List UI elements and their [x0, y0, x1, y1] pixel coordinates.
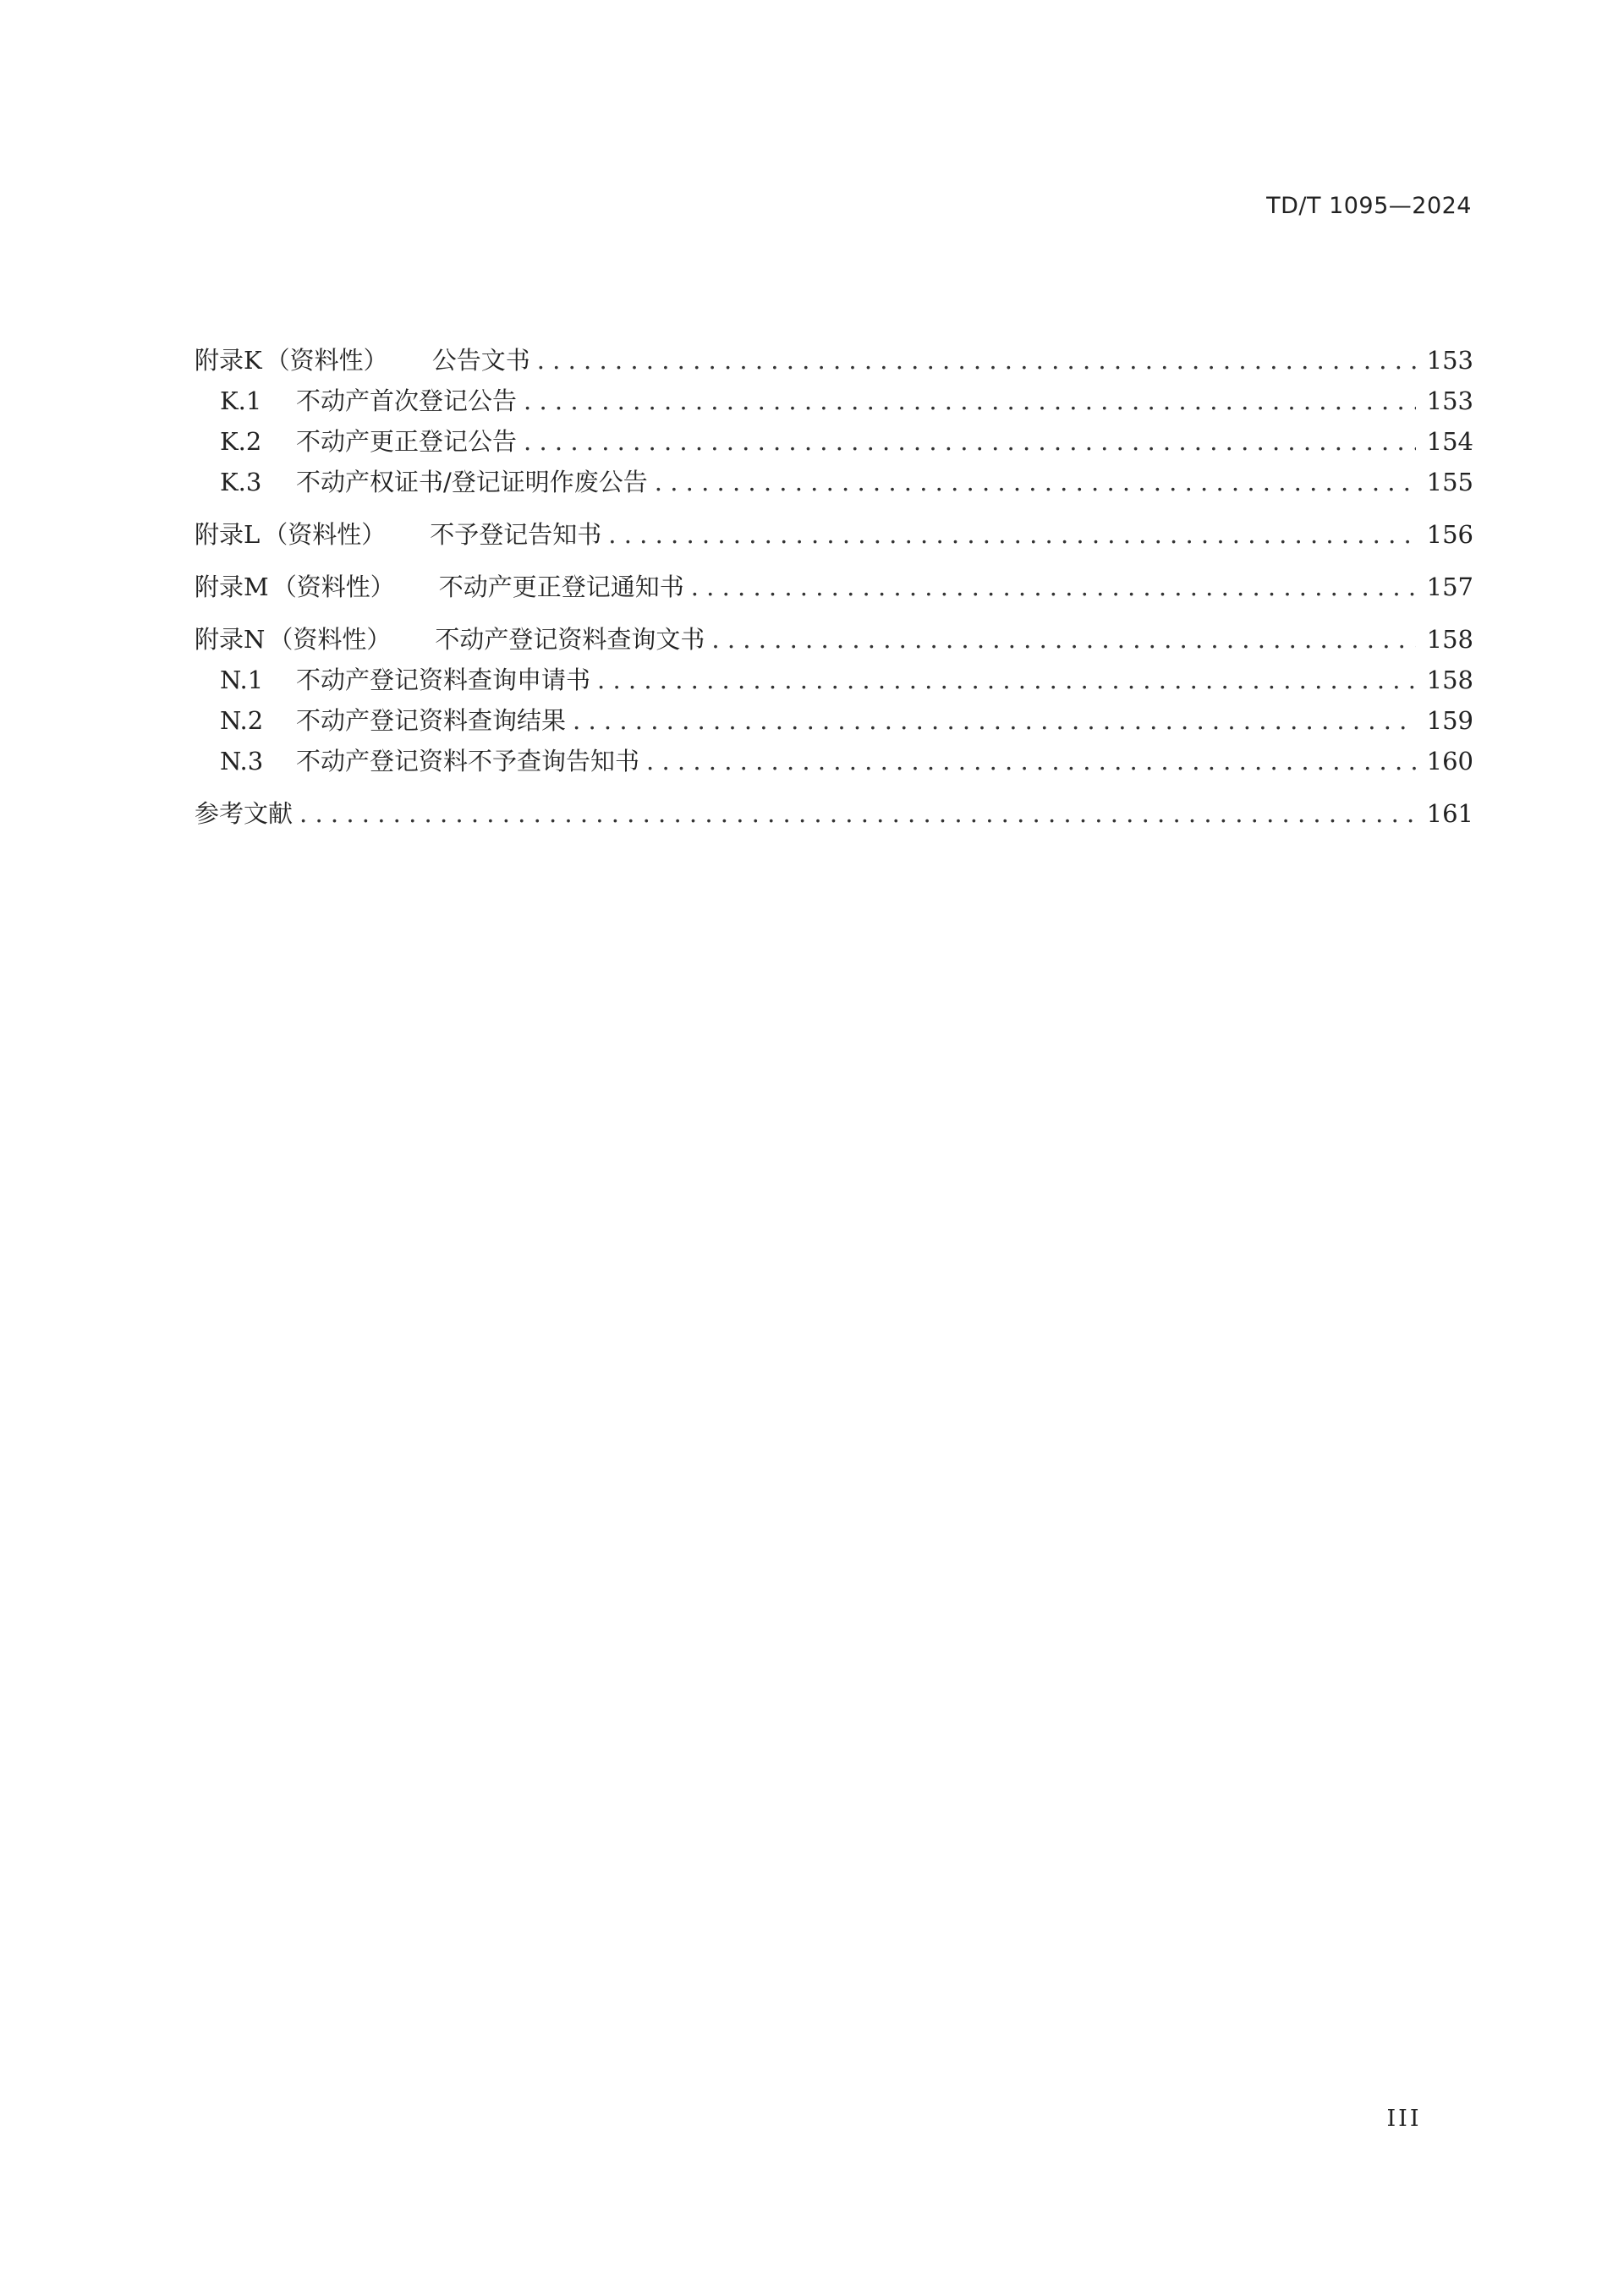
- dot-leader: [597, 660, 1416, 700]
- toc-title: 不动产登记资料查询结果: [296, 706, 567, 735]
- appendix-kind: （资料性）: [263, 520, 387, 549]
- toc-item-k2[interactable]: [195, 421, 1473, 462]
- toc-item-n1[interactable]: [195, 660, 1473, 700]
- toc-page-number: 153: [1426, 386, 1473, 415]
- dot-leader: [646, 741, 1416, 781]
- toc-page-number: 153: [1426, 346, 1473, 375]
- toc-page-number: 154: [1426, 427, 1473, 456]
- toc-page-number: 160: [1426, 747, 1473, 775]
- dot-leader: [691, 567, 1416, 607]
- toc-page-number: 155: [1426, 468, 1473, 496]
- toc-page-number: 158: [1426, 625, 1473, 654]
- toc-title: 不动产首次登记公告: [296, 386, 518, 415]
- dot-leader: [711, 619, 1416, 660]
- appendix-kind: （资料性）: [272, 573, 395, 601]
- dot-leader: [524, 381, 1416, 421]
- dot-leader: [573, 700, 1416, 741]
- section-number: N.2: [220, 706, 264, 735]
- toc-item-appendix-l[interactable]: [195, 514, 1473, 555]
- toc-item-n2[interactable]: [195, 700, 1473, 741]
- toc-title: 不动产更正登记通知书: [438, 573, 684, 601]
- toc-title: 不予登记告知书: [430, 520, 602, 549]
- toc-page-number: 158: [1426, 666, 1473, 694]
- document-code: TD/T 1095—2024: [1266, 193, 1472, 219]
- dot-leader: [655, 462, 1416, 502]
- toc-item-references[interactable]: [195, 793, 1473, 834]
- section-number: K.2: [220, 427, 262, 456]
- page-folio: III: [1386, 2106, 1422, 2132]
- section-number: N.3: [220, 747, 264, 775]
- appendix-kind: （资料性）: [268, 625, 392, 654]
- toc-title: 不动产登记资料不予查询告知书: [296, 747, 640, 775]
- dot-leader: [537, 340, 1416, 381]
- appendix-kind: （资料性）: [265, 346, 388, 375]
- appendix-label: 附录N: [195, 625, 266, 654]
- toc-title: 不动产登记资料查询申请书: [296, 666, 591, 694]
- toc-title: 参考文献: [195, 799, 294, 828]
- toc-title: 不动产更正登记公告: [296, 427, 518, 456]
- section-number: K.3: [220, 468, 262, 496]
- dot-leader: [299, 793, 1416, 834]
- toc-page-number: 157: [1426, 573, 1473, 601]
- toc-item-appendix-k[interactable]: [195, 340, 1473, 381]
- toc-title: 公告文书: [431, 346, 530, 375]
- table-of-contents: [195, 340, 1473, 834]
- section-number: N.1: [220, 666, 264, 694]
- toc-title: 不动产权证书/登记证明作废公告: [296, 468, 648, 496]
- toc-page-number: 156: [1426, 520, 1473, 549]
- dot-leader: [524, 421, 1416, 462]
- toc-page-number: 159: [1426, 706, 1473, 735]
- dot-leader: [608, 514, 1416, 555]
- appendix-label: 附录M: [195, 573, 269, 601]
- toc-title: 不动产登记资料查询文书: [435, 625, 705, 654]
- toc-page-number: 161: [1426, 799, 1473, 828]
- appendix-label: 附录K: [195, 346, 262, 375]
- toc-item-k1[interactable]: [195, 381, 1473, 421]
- toc-item-appendix-n[interactable]: [195, 619, 1473, 660]
- toc-item-n3[interactable]: [195, 741, 1473, 781]
- appendix-label: 附录L: [195, 520, 261, 549]
- toc-item-k3[interactable]: [195, 462, 1473, 502]
- toc-item-appendix-m[interactable]: [195, 567, 1473, 607]
- section-number: K.1: [220, 386, 262, 415]
